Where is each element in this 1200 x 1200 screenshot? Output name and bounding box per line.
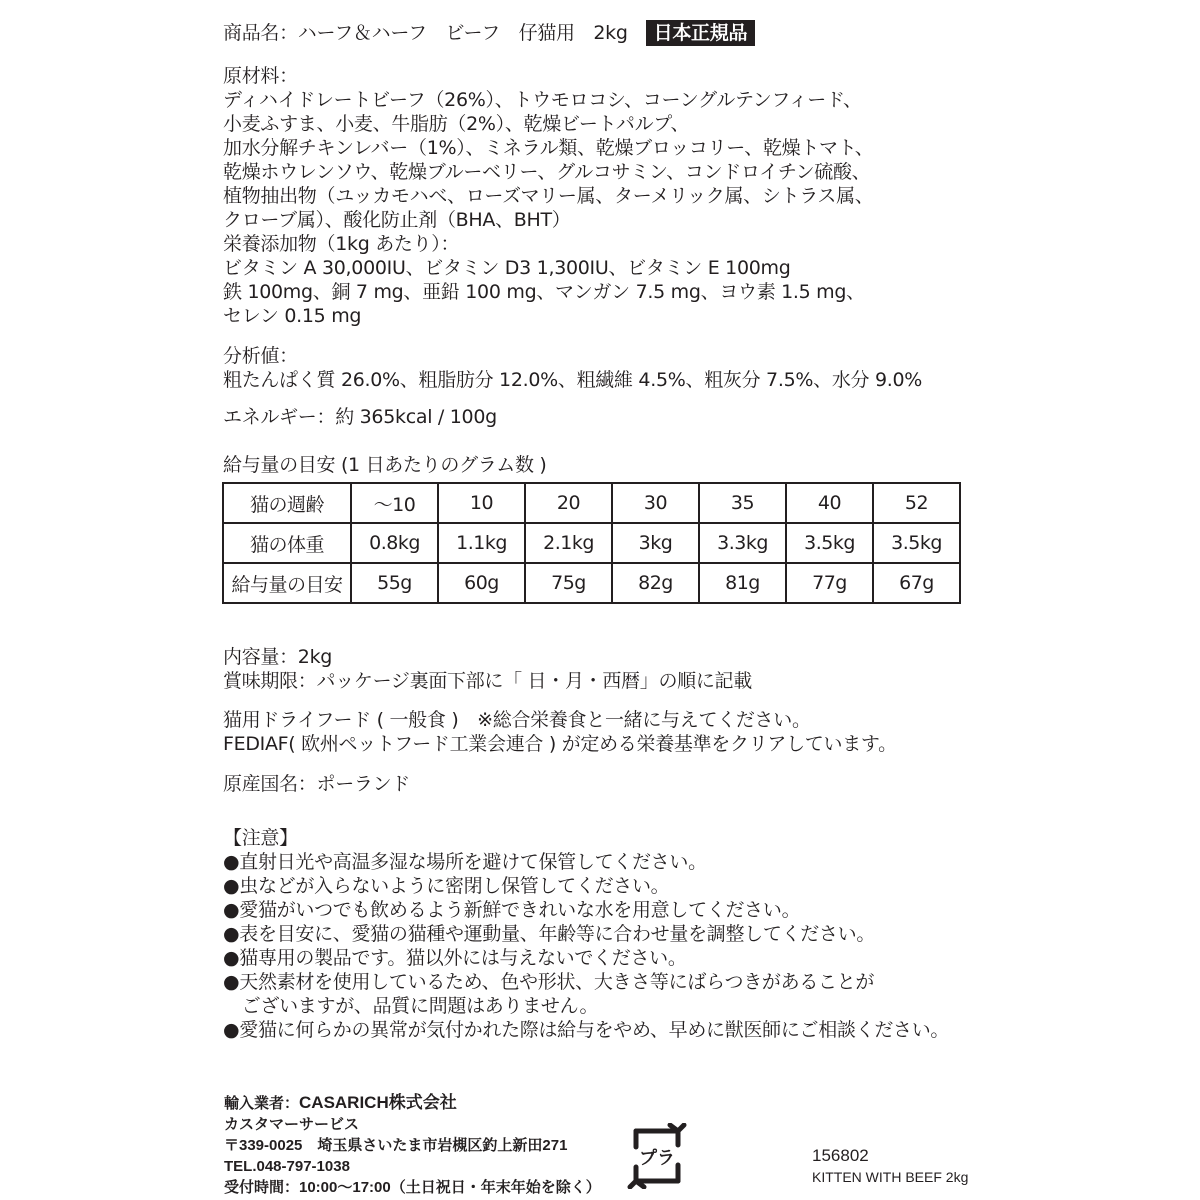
table-cell: 52 xyxy=(873,483,960,523)
feeding-table-title: 給与量の目安 (1 日あたりのグラム数 ) xyxy=(223,454,547,476)
table-cell: 0.8kg xyxy=(351,523,438,563)
caution-item: ●天然素材を使用しているため、色や形状、大きさ等にばらつきがあることが xyxy=(223,971,875,993)
additives-line: 鉄 100mg、銅 7 mg、亜鉛 100 mg、マンガン 7.5 mg、ヨウ素 1.5 mg、 xyxy=(223,281,865,303)
table-cell: 2.1kg xyxy=(525,523,612,563)
product-code: 156802 xyxy=(812,1146,869,1165)
importer-label: 輸入業者： xyxy=(224,1095,300,1112)
caution-heading: 【注意】 xyxy=(223,827,298,849)
additives-heading: 栄養添加物（1kg あたり）： xyxy=(223,233,460,255)
table-cell: 3.5kg xyxy=(786,523,873,563)
analysis-heading: 分析値： xyxy=(223,345,298,367)
customer-service-label: カスタマーサービス xyxy=(224,1116,360,1133)
feeding-table xyxy=(222,482,961,604)
table-cell: 67g xyxy=(873,563,960,603)
ingredients-line: クローブ属）、酸化防止剤（BHA、BHT） xyxy=(223,209,571,231)
importer-info xyxy=(224,1092,601,1198)
importer-tel: TEL.048-797-1038 xyxy=(224,1158,350,1175)
row-label: 猫の週齢 xyxy=(223,483,351,523)
product-english-name: KITTEN WITH BEEF 2kg xyxy=(812,1169,969,1185)
ingredients-line: 小麦ふすま、小麦、牛脂肪（2%）、乾燥ビートパルプ、 xyxy=(223,113,690,135)
table-row xyxy=(223,483,960,523)
content-amount: 内容量：2kg xyxy=(223,646,333,668)
table-cell: 3.5kg xyxy=(873,523,960,563)
caution-item: ●愛猫に何らかの異常が気付かれた際は給与をやめ、早めに獣医師にご相談ください。 xyxy=(223,1019,950,1041)
product-name-line xyxy=(223,20,755,46)
origin-line: 原産国名：ポーランド xyxy=(223,773,411,795)
ingredients-line: 加水分解チキンレバー（1%）、ミネラル類、乾燥ブロッコリー、乾燥トマト、 xyxy=(223,137,874,159)
analysis-values: 粗たんぱく質 26.0%、粗脂肪分 12.0%、粗繊維 4.5%、粗灰分 7.5%、水分 9.0% xyxy=(223,369,923,391)
expiry-note: 賞味期限：パッケージ裏面下部に「 日・月・西暦」の順に記載 xyxy=(223,670,752,692)
table-row xyxy=(223,563,960,603)
table-cell: 3.3kg xyxy=(699,523,786,563)
table-cell: 30 xyxy=(612,483,699,523)
ingredients-line: 植物抽出物（ユッカモハベ、ローズマリー属、ターメリック属、シトラス属、 xyxy=(223,185,874,207)
additives-line: セレン 0.15 mg xyxy=(223,305,362,327)
caution-item: ●愛猫がいつでも飲めるよう新鮮できれいな水を用意してください。 xyxy=(223,899,801,921)
caution-item: ございますが、品質に問題はありません。 xyxy=(223,995,599,1017)
additives-line: ビタミン A 30,000IU、ビタミン D3 1,300IU、ビタミン E 100mg xyxy=(223,257,791,279)
row-label: 給与量の目安 xyxy=(223,563,351,603)
energy-line: エネルギー：約 365kcal / 100g xyxy=(223,406,497,428)
table-cell: 55g xyxy=(351,563,438,603)
table-cell: 81g xyxy=(699,563,786,603)
table-cell: 60g xyxy=(438,563,525,603)
row-label: 猫の体重 xyxy=(223,523,351,563)
product-name: 商品名：ハーフ＆ハーフ ビーフ 仔猫用 2kg xyxy=(223,22,628,44)
table-cell: ～10 xyxy=(351,483,438,523)
ingredients-line: 乾燥ホウレンソウ、乾燥ブルーベリー、グルコサミン、コンドロイチン硫酸、 xyxy=(223,161,871,183)
table-cell: 75g xyxy=(525,563,612,603)
service-hours: 受付時間：10:00～17:00（土日祝日・年末年始を除く） xyxy=(224,1179,601,1196)
table-cell: 3kg xyxy=(612,523,699,563)
caution-item: ●猫専用の製品です。猫以外には与えないでください。 xyxy=(223,947,687,969)
caution-section xyxy=(223,826,949,1042)
importer-name: CASARICH株式会社 xyxy=(299,1093,457,1112)
caution-item: ●表を目安に、愛猫の猫種や運動量、年齢等に合わせ量を調整してください。 xyxy=(223,923,876,945)
analysis-section xyxy=(223,344,922,392)
caution-item: ●直射日光や高温多湿な場所を避けて保管してください。 xyxy=(223,851,707,873)
ingredients-heading: 原材料： xyxy=(223,65,298,87)
table-row xyxy=(223,523,960,563)
recycle-mark-label: プラ xyxy=(639,1148,675,1169)
fediaf-line: FEDIAF( 欧州ペットフード工業会連合 ) が定める栄養基準をクリアしています。 xyxy=(223,733,897,755)
food-type-line: 猫用ドライフード ( 一般食 ) ※総合栄養食と一緒に与えてください。 xyxy=(223,709,811,731)
authentic-badge: 日本正規品 xyxy=(646,20,756,46)
food-type-section xyxy=(223,708,897,756)
table-cell: 77g xyxy=(786,563,873,603)
table-cell: 10 xyxy=(438,483,525,523)
importer-address: 〒339-0025 埼玉県さいたま市岩槻区釣上新田271 xyxy=(224,1137,568,1154)
caution-item: ●虫などが入らないように密閉し保管してください。 xyxy=(223,875,670,897)
ingredients-line: ディハイドレートビーフ（26%）、トウモロコシ、コーングルテンフィード、 xyxy=(223,89,862,111)
ingredients-section xyxy=(223,64,874,328)
content-section xyxy=(223,645,752,693)
table-cell: 40 xyxy=(786,483,873,523)
table-cell: 20 xyxy=(525,483,612,523)
table-cell: 82g xyxy=(612,563,699,603)
plastic-recycle-icon xyxy=(624,1123,690,1189)
table-cell: 35 xyxy=(699,483,786,523)
table-cell: 1.1kg xyxy=(438,523,525,563)
